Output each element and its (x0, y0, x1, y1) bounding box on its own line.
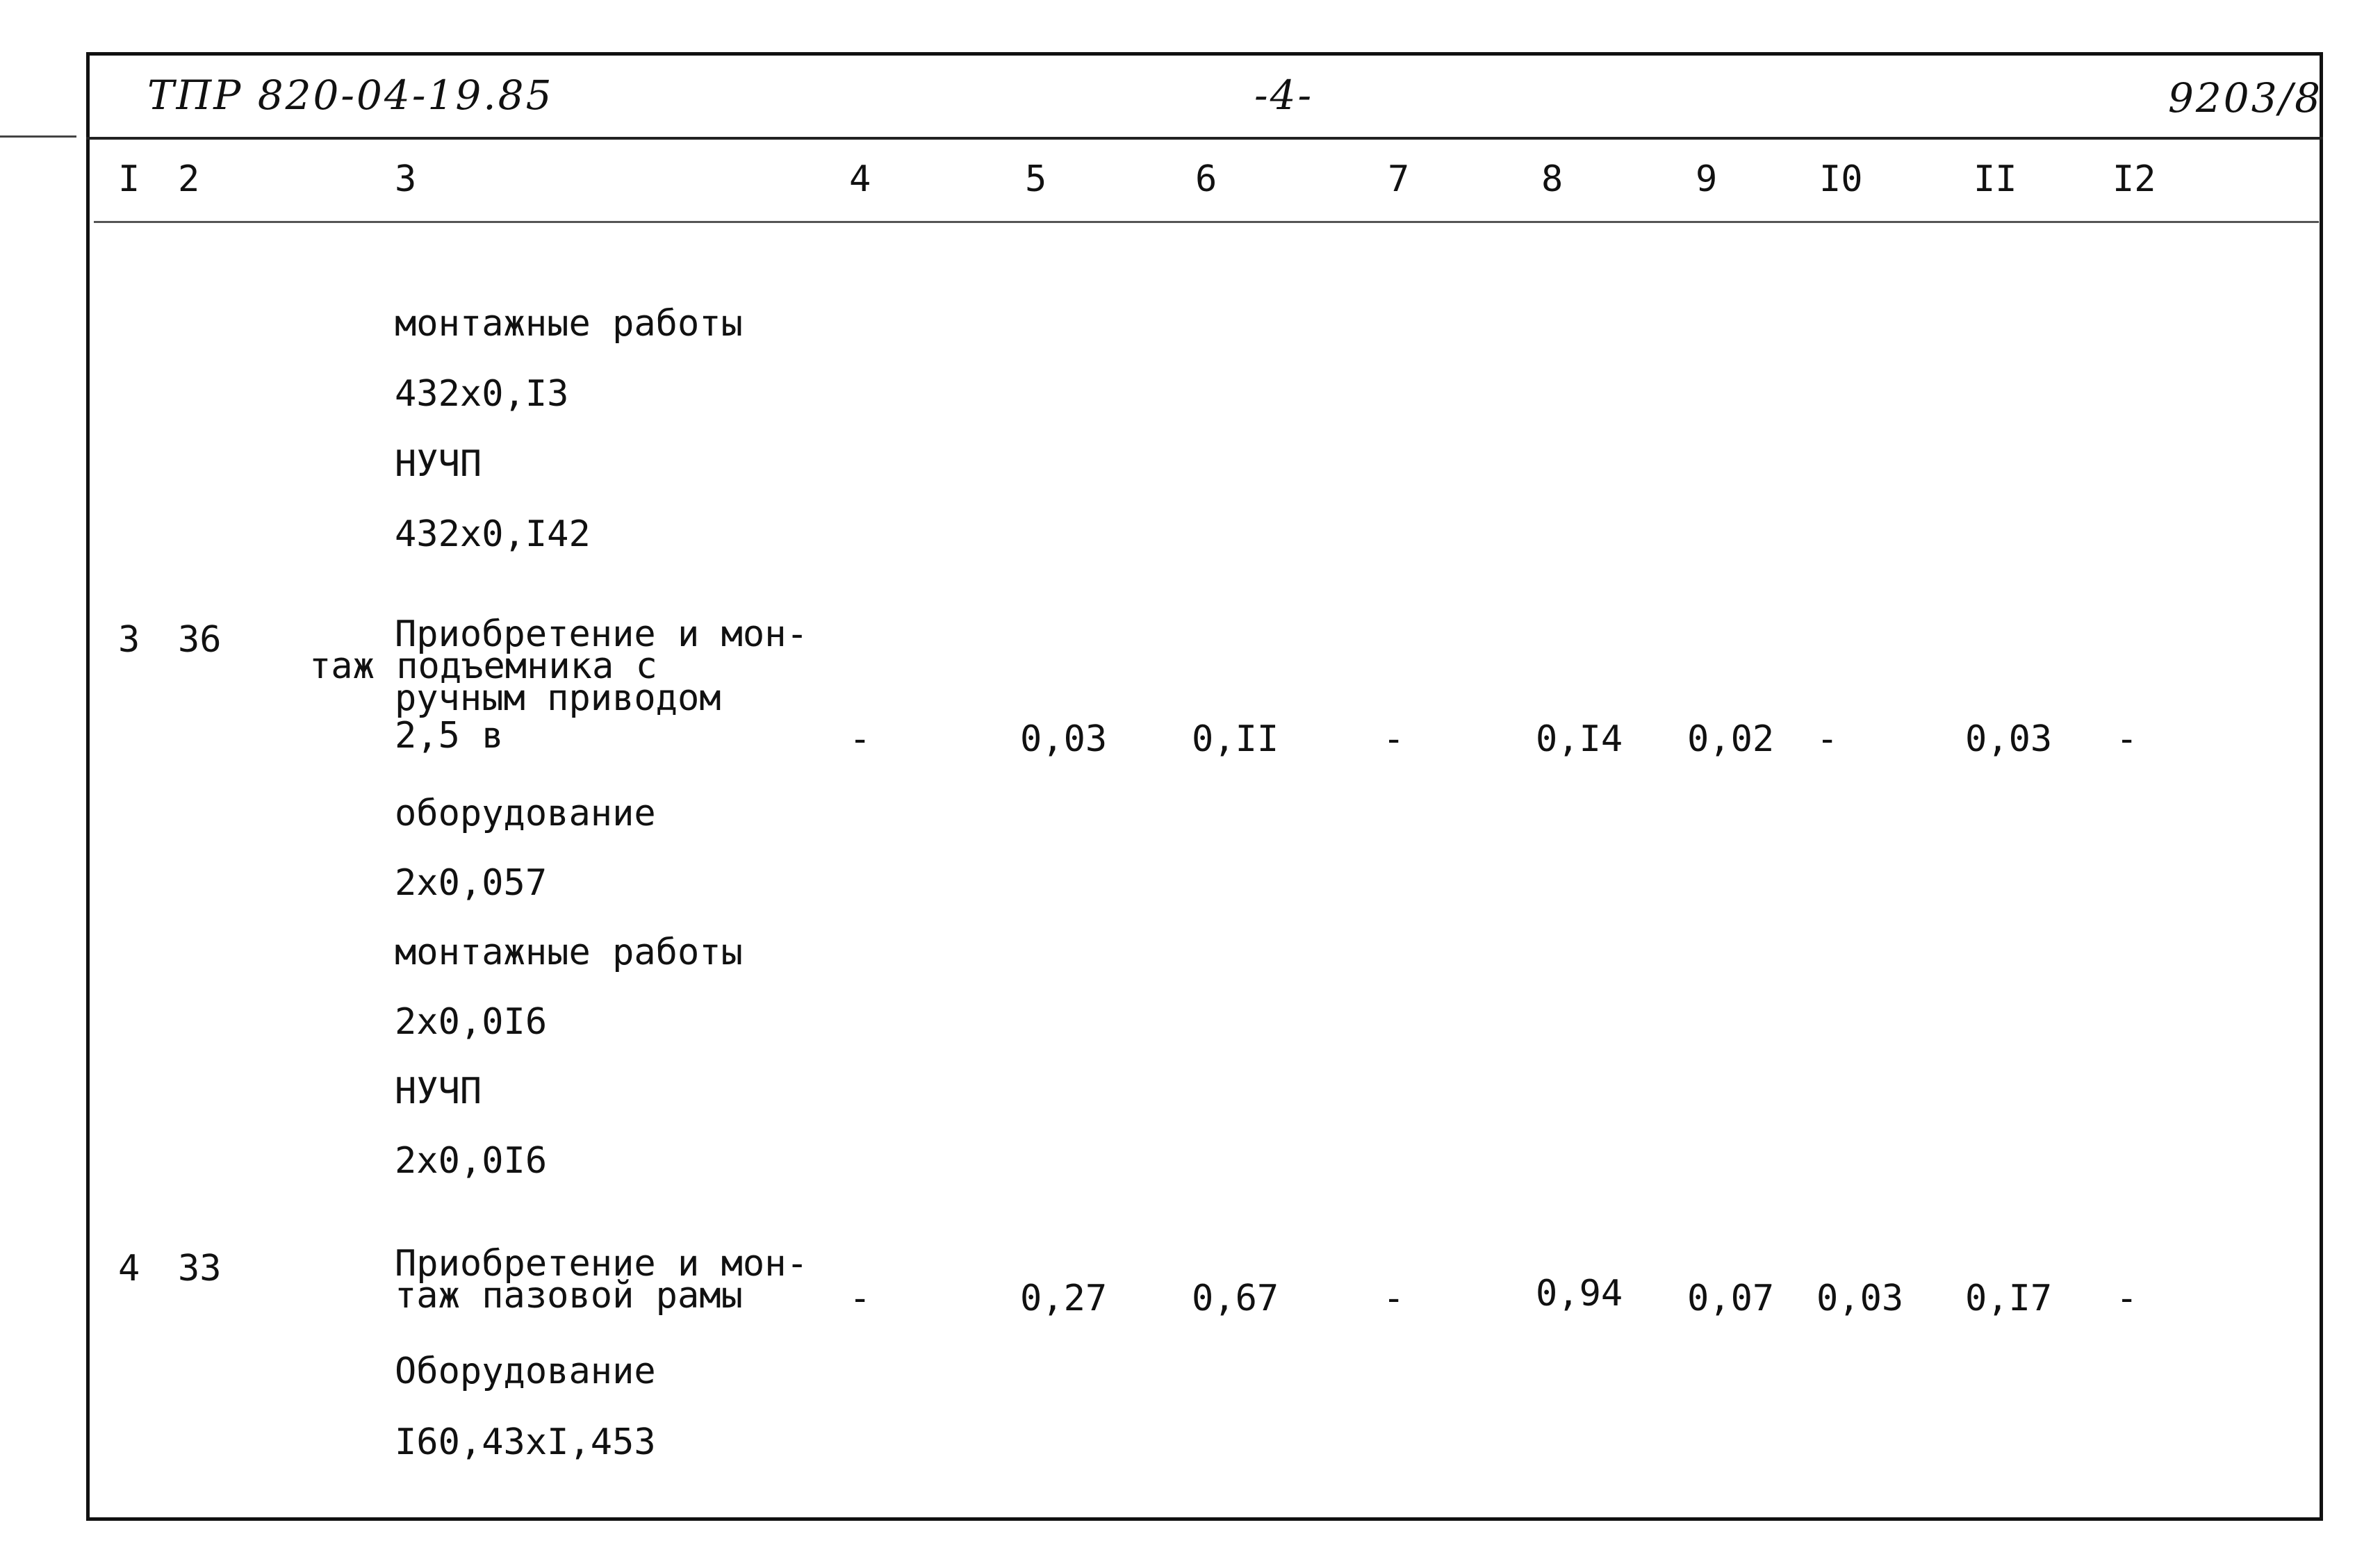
item-description-line: 2,5 в (395, 715, 504, 757)
cell-line: 2х0,0I6 (395, 1001, 548, 1043)
cell-value: 0,I4 (1536, 718, 1623, 760)
cell-value: 0,27 (1020, 1278, 1108, 1319)
cell-value: 0,02 (1687, 718, 1775, 760)
column-header-divider (94, 221, 2319, 223)
cell-line: 432х0,I3 (395, 373, 569, 415)
cell-line: монтажные работы (395, 303, 743, 345)
cell-value: 0,03 (1965, 718, 2053, 760)
cell-line: Оборудование (395, 1351, 656, 1392)
column-header: 6 (1195, 158, 1217, 200)
column-header: I (118, 158, 140, 200)
cell-value: - (849, 1278, 871, 1319)
cell-line: 432х0,I42 (395, 513, 591, 555)
cell-value: 0,03 (1816, 1278, 1904, 1319)
cell-line: 2х0,0I6 (395, 1140, 548, 1182)
item-description-line: таж подъемника с (309, 645, 657, 687)
column-header: 5 (1025, 158, 1047, 200)
column-header: 4 (849, 158, 871, 200)
item-description-line: Приобретение и мон- (395, 613, 808, 655)
row-code: 33 (178, 1248, 222, 1289)
column-header: I0 (1819, 158, 1863, 200)
column-header: 3 (395, 158, 417, 200)
cell-line: НУЧП (395, 443, 482, 485)
cell-value: 0,67 (1192, 1278, 1279, 1319)
page-number: -4- (1254, 72, 1314, 119)
sheet-number: 9203/8 (2168, 74, 2323, 122)
column-header: 9 (1696, 158, 1718, 200)
cell-value: - (2116, 718, 2138, 760)
row-number: 4 (118, 1248, 140, 1289)
item-description-line: таж пазовой рамы (395, 1275, 743, 1317)
doc-code: ТПР 820-04-19.85 (147, 72, 554, 119)
cell-line: НУЧП (395, 1071, 482, 1112)
cell-line: I60,43хI,453 (395, 1421, 656, 1463)
cell-line: монтажные работы (395, 932, 743, 973)
cell-line: 2х0,057 (395, 862, 548, 904)
cell-value: 0,94 (1536, 1273, 1623, 1314)
page-edge-mark (0, 135, 76, 138)
cell-value: - (1383, 718, 1405, 760)
column-header: II (1973, 158, 2017, 200)
header-divider (86, 137, 2323, 140)
cell-value: - (2116, 1278, 2138, 1319)
cell-value: - (1383, 1278, 1405, 1319)
item-description-line: Приобретение и мон- (395, 1243, 808, 1285)
column-header: 8 (1541, 158, 1564, 200)
cell-value: 0,07 (1687, 1278, 1775, 1319)
cell-value: - (1816, 718, 1839, 760)
column-header: 7 (1388, 158, 1410, 200)
row-code: 36 (178, 619, 222, 661)
column-header: 2 (178, 158, 200, 200)
cell-line: оборудование (395, 793, 656, 834)
cell-value: 0,I7 (1965, 1278, 2053, 1319)
cell-value: 0,03 (1020, 718, 1108, 760)
column-header: I2 (2112, 158, 2156, 200)
item-description-line: ручным приводом (395, 677, 721, 719)
cell-value: - (849, 718, 871, 760)
cell-value: 0,II (1192, 718, 1279, 760)
row-number: 3 (118, 619, 140, 661)
